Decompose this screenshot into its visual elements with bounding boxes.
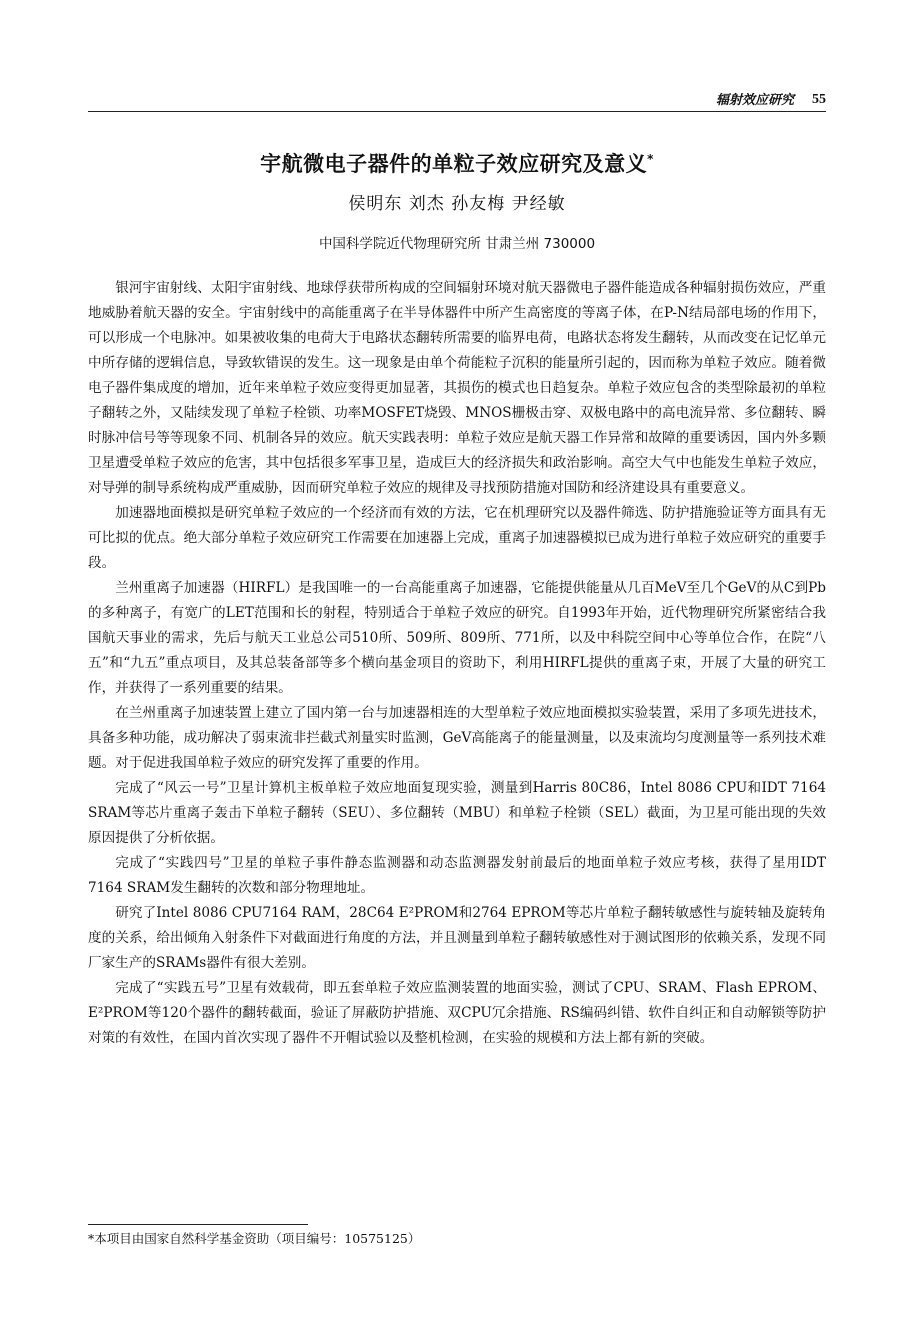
article-affiliation: 中国科学院近代物理研究所 甘肃兰州 730000 [318, 236, 596, 252]
article-authors: 侯明东 刘杰 孙友梅 尹经敏 [348, 194, 566, 214]
body-paragraph: 银河宇宙射线、太阳宇宙射线、地球俘获带所构成的空间辐射环境对航天器微电子器件能造成各种辐射损伤效应，严重地威胁着航天器的安全。宇宙射线中的高能重离子在半导体器件中所产生高密度的等离子体，在P-N结局部电场的作用下，可以形成一个电脉冲。如果被收集的电荷大于电路状态翻转所需要的临界电荷，电路状态将发生翻转，从而改变在记忆单元中所存储的逻辑信息，导致软错误的发生。这一现象是由单个荷能粒子沉积的能量所引起的，因而称为单粒子效应。随着微电子器件集成度的增加，近年来单粒子效应变得更加显著，其损伤的模式也日趋复杂。单粒子效应包含的类型除最初的单粒子翻转之外，又陆续发现了单粒子栓锁、功率MOSFET烧毁、MNOS栅极击穿、双极电路中的高电流异常、多位翻转、瞬时脉冲信号等等现象不同、机制各异的效应。航天实践表明：单粒子效应是航天器工作异常和故障的重要诱因，国内外多颗卫星遭受单粒子效应的危害，其中包括很多军事卫星，造成巨大的经济损失和政治影响。高空大气中也能发生单粒子效应，对导弹的制导系统构成严重威胁，因而研究单粒子效应的规律及寻找预防措施对国防和经济建设具有重要意义。 [88, 280, 826, 496]
body-paragraph: 加速器地面模拟是研究单粒子效应的一个经济而有效的方法，它在机理研究以及器件筛选、防护措施验证等方面具有无可比拟的优点。绝大部分单粒子效应研究工作需要在加速器上完成，重离子加速器模拟已成为进行单粒子效应研究的重要手段。 [88, 505, 826, 571]
title-footnote-mark: * [647, 152, 654, 166]
footnote-divider [88, 1224, 308, 1225]
body-paragraph: 完成了“实践五号”卫星有效载荷，即五套单粒子效应监测装置的地面实验，测试了CPU、SRAM、Flash EPROM、E²PROM等120个器件的翻转截面，验证了屏蔽防护措施、双CPU冗余措施、RS编码纠错、软件自纠正和自动解锁等防护对策的有效性，在国内首次实现了器件不开帽试验以及整机检测，在实验的规模和方法上都有新的突破。 [88, 980, 826, 1046]
body-paragraph: 研究了Intel 8086 CPU7164 RAM，28C64 E²PROM和2764 EPROM等芯片单粒子翻转敏感性与旋转轴及旋转角度的关系，给出倾角入射条件下对截面进行角度的方法，并且测量到单粒子翻转敏感性对于测试图形的依赖关系，发现不同厂家生产的SRAMs器件有很大差别。 [88, 905, 826, 971]
body-paragraph: 兰州重离子加速器（HIRFL）是我国唯一的一台高能重离子加速器，它能提供能量从几百MeV至几个GeV的从C到Pb的多种离子，有宽广的LET范围和长的射程，特别适合于单粒子效应的研究。自1993年开始，近代物理研究所紧密结合我国航天事业的需求，先后与航天工业总公司510所、509所、809所、771所，以及中科院空间中心等单位合作，在院“八五”和“九五”重点项目，及其总装备部等多个横向基金项目的资助下，利用HIRFL提供的重离子束，开展了大量的研究工作，并获得了一系列重要的结果。 [88, 580, 826, 696]
body-paragraph: 完成了“实践四号”卫星的单粒子事件静态监测器和动态监测器发射前最后的地面单粒子效应考核，获得了星用IDT 7164 SRAM发生翻转的次数和部分物理地址。 [88, 855, 826, 896]
page-number: 55 [812, 92, 826, 107]
article-title [88, 148, 826, 178]
body-paragraph: 完成了“风云一号”卫星计算机主板单粒子效应地面复现实验，测量到Harris 80C86，Intel 8086 CPU和IDT 7164 SRAM等芯片重离子轰击下单粒子翻转（SEU）、多位翻转（MBU）和单粒子栓锁（SEL）截面，为卫星可能出现的失效原因提供了分析依据。 [88, 780, 826, 846]
article-body [88, 276, 826, 1051]
footnote: *本项目由国家自然科学基金资助（项目编号：10575125） [88, 1231, 421, 1246]
article-title-text: 宇航微电子器件的单粒子效应研究及意义 [260, 152, 648, 176]
body-paragraph: 在兰州重离子加速装置上建立了国内第一台与加速器相连的大型单粒子效应地面模拟实验装置，采用了多项先进技术，具备多种功能，成功解决了弱束流非拦截式剂量实时监测，GeV高能离子的能量测量，以及束流均匀度测量等一系列技术难题。对于促进我国单粒子效应的研究发挥了重要的作用。 [88, 705, 826, 771]
running-header [88, 86, 826, 112]
running-title: 辐射效应研究 [715, 93, 794, 108]
